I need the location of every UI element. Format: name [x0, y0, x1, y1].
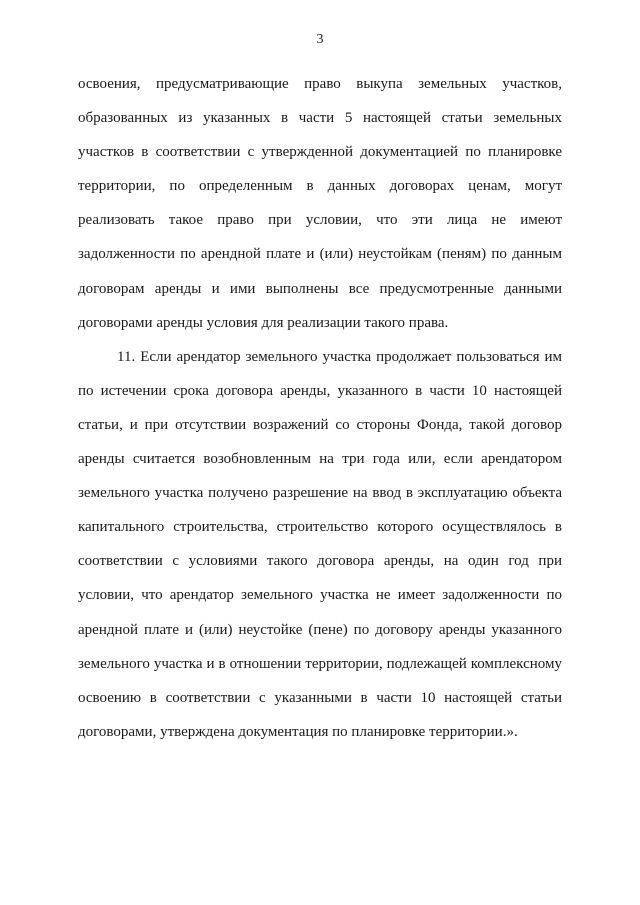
paragraph-last-line: договорами аренды условия для реализации такого права. — [78, 314, 449, 331]
text-line: земельного участка и в отношении территории, подлежащей комплексному — [78, 655, 562, 672]
page-number: 3 — [316, 32, 324, 47]
text-line: арендной плате и (или) неустойке (пене) по договору аренды указанного — [78, 621, 562, 638]
text-line: соответствии с условиями такого договора аренды, на один год при — [78, 553, 562, 570]
document-body — [78, 67, 562, 749]
text-line: по истечении срока договора аренды, указанного в части 10 настоящей — [78, 382, 562, 399]
text-line: условии, что арендатор земельного участка не имеет задолженности по — [78, 587, 562, 604]
text-line: освоения, предусматривающие право выкупа земельных участков, — [78, 76, 562, 92]
text-line: капитального строительства, строительство которого осуществлялось в — [78, 519, 562, 536]
text-line: задолженности по арендной плате и (или) неустойкам (пеням) по данным — [78, 246, 562, 263]
text-line: образованных из указанных в части 5 настоящей статьи земельных — [78, 110, 562, 127]
text-line: аренды считается возобновленным на три года или, если арендатором — [78, 451, 562, 468]
text-line: земельного участка получено разрешение на ввод в эксплуатацию объекта — [78, 485, 562, 502]
text-line: реализовать такое право при условии, что эти лица не имеют — [78, 212, 562, 229]
paragraph-last-line: договорами, утверждена документация по планировке территории.». — [78, 723, 518, 740]
paragraph-first-line: 11. Если арендатор земельного участка продолжает пользоваться им — [117, 348, 562, 365]
text-line: договорам аренды и ими выполнены все предусмотренные данными — [78, 280, 562, 297]
text-line: освоению в соответствии с указанными в части 10 настоящей статьи — [78, 689, 562, 706]
text-line: участков в соответствии с утвержденной документацией по планировке — [78, 144, 562, 161]
text-line: статьи, и при отсутствии возражений со стороны Фонда, такой договор — [78, 416, 562, 433]
text-line: территории, по определенным в данных договорах ценам, могут — [78, 178, 562, 195]
